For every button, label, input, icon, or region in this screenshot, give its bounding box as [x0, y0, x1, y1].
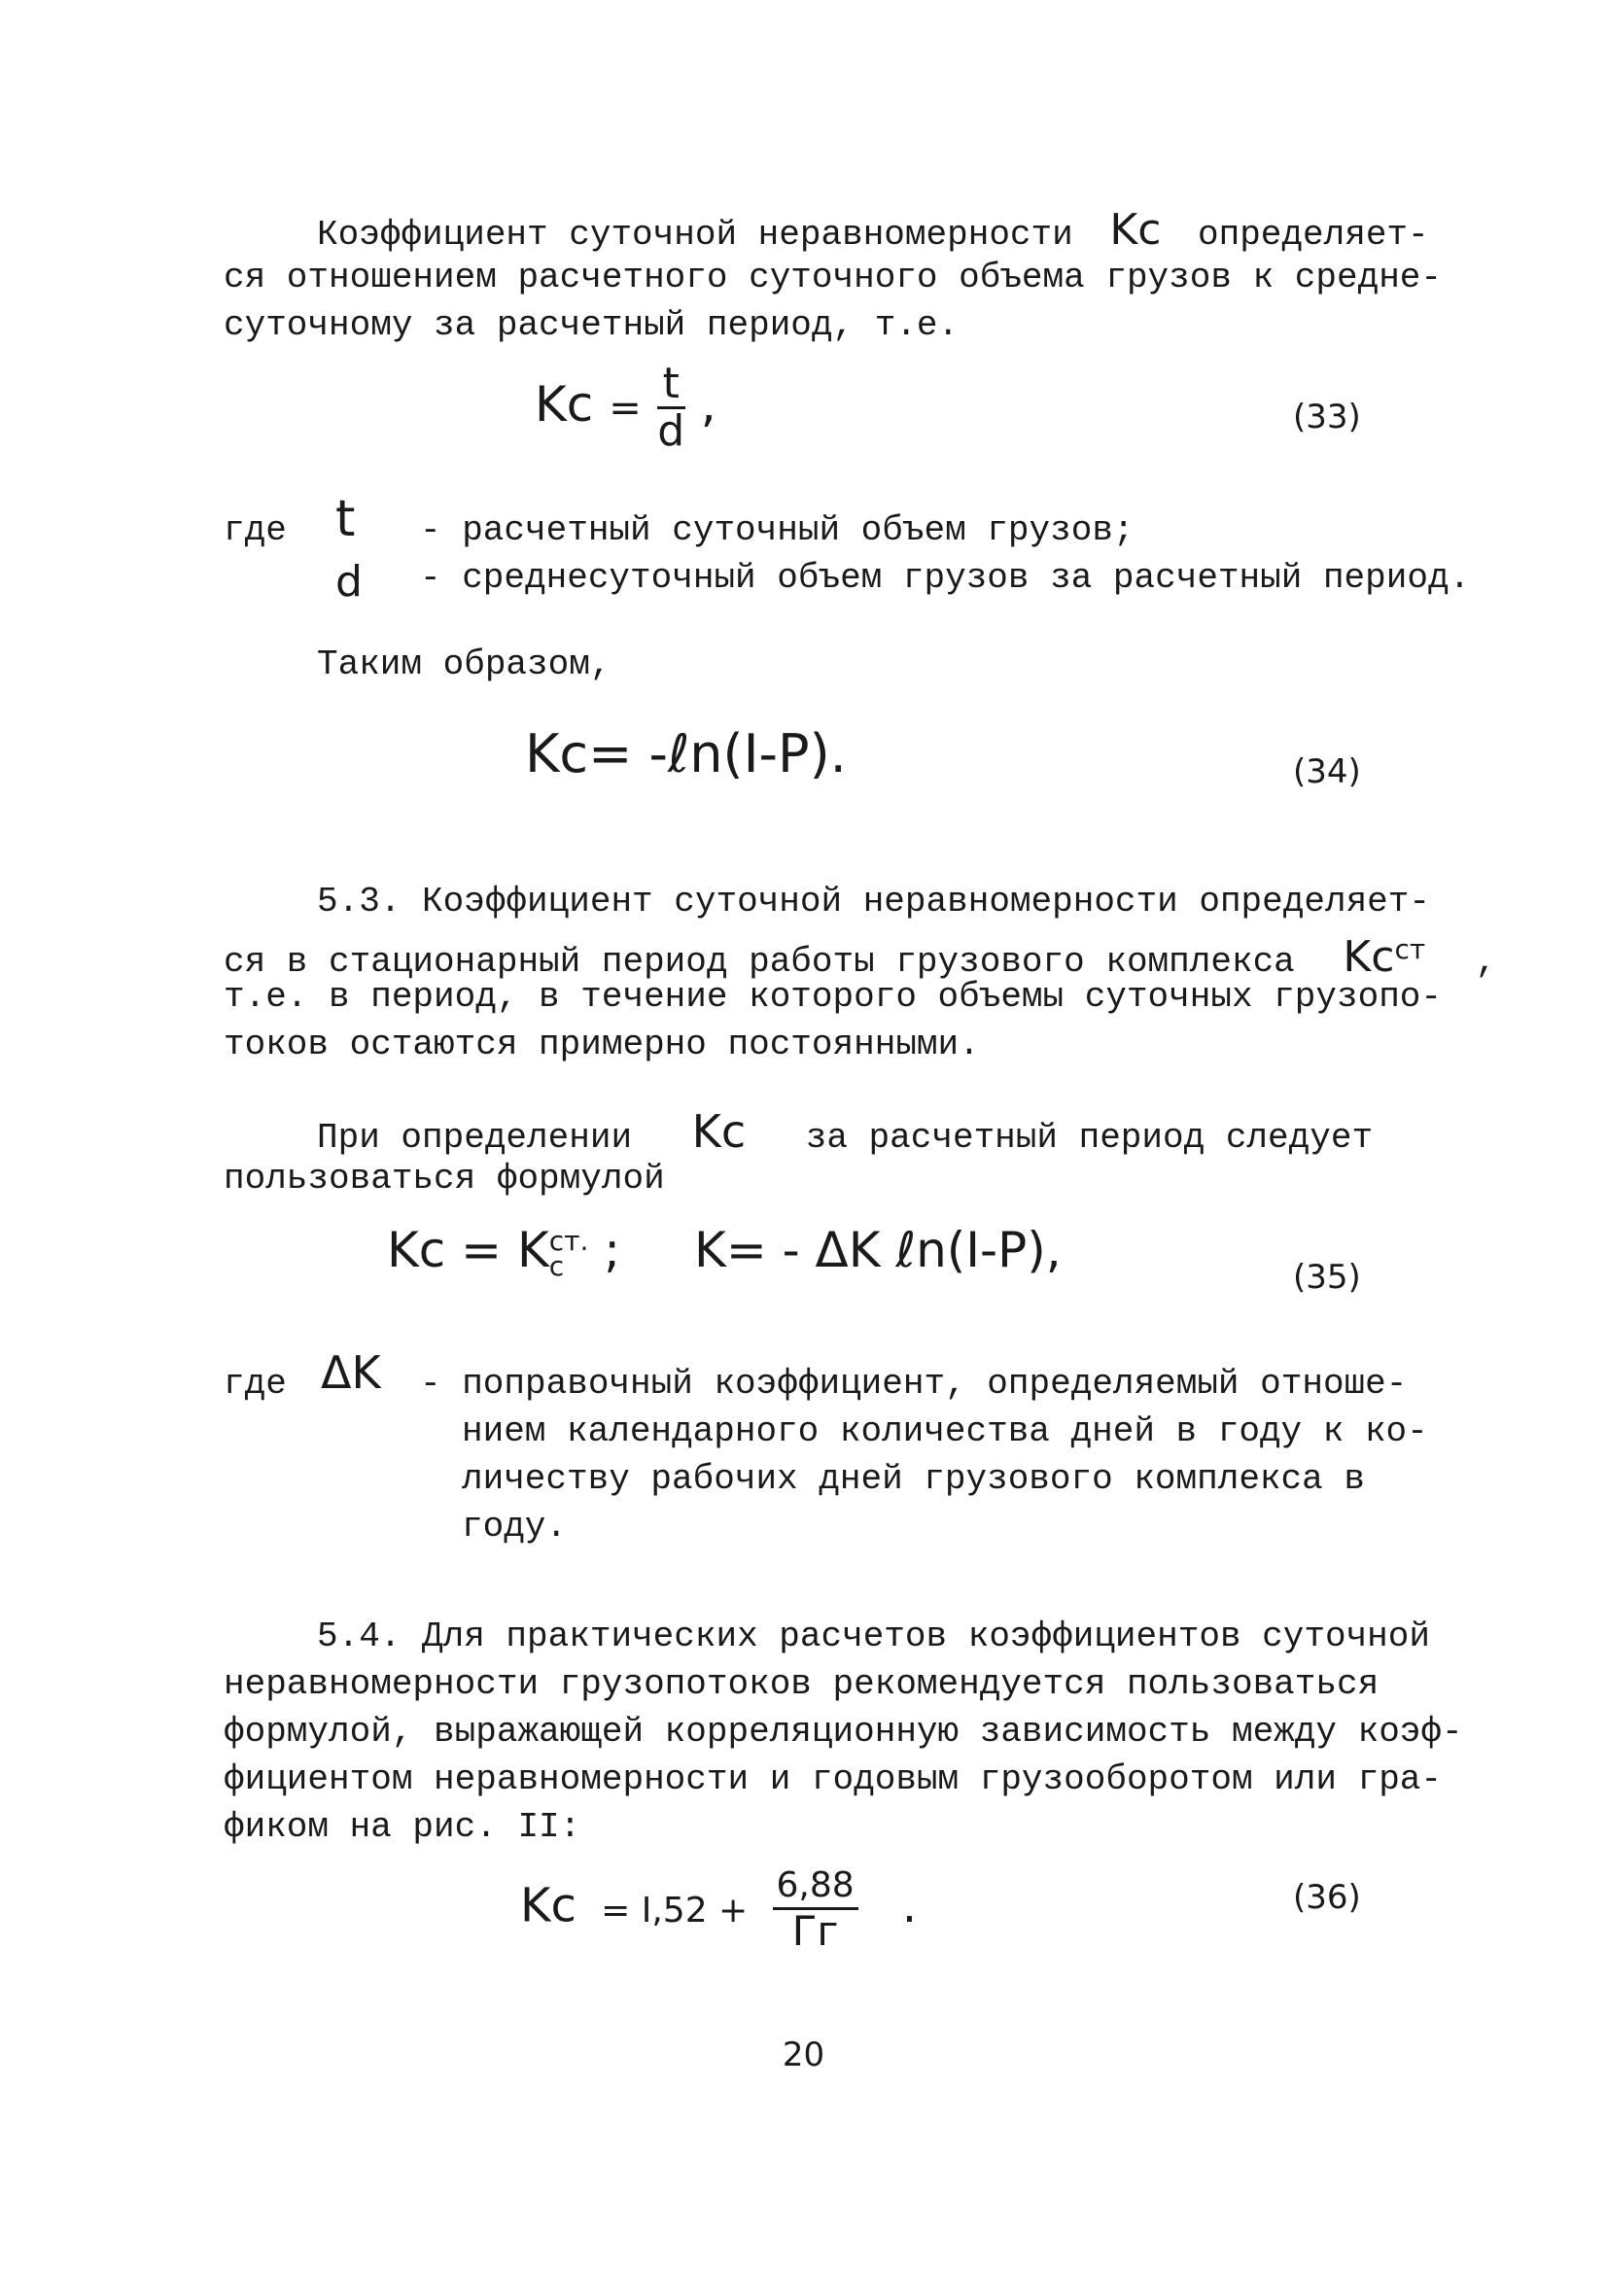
text: При определении: [317, 1118, 633, 1158]
paragraph-54-line-5: фиком на рис. II:: [224, 1807, 581, 1847]
text: ся в стационарный период работы грузового комплекса: [224, 942, 1295, 982]
paragraph-53-line-3: т.е. в период, в течение которого объемы суточных грузопо-: [224, 977, 1443, 1017]
symbol-t: t: [335, 490, 356, 548]
symbol-kc: Kc: [691, 1105, 747, 1158]
symbol-kc: Kc: [1109, 205, 1162, 255]
equation-35-number: (35): [1293, 1258, 1361, 1297]
text: ,: [1475, 942, 1497, 982]
where-2-line-3: личеству рабочих дней грузового комплекса в: [462, 1459, 1365, 1499]
equation-33-number: (33): [1293, 398, 1361, 436]
symbol-d: d: [335, 557, 363, 607]
where-2-line-2: нием календарного количества дней в году к ко-: [462, 1411, 1428, 1451]
eq-part-c: K= - ΔK ℓn(I-P),: [694, 1222, 1062, 1278]
paragraph-1-line-3: суточному за расчетный период, т.е.: [224, 305, 960, 345]
denominator: d: [657, 406, 685, 456]
eq-lhs: Kc: [535, 376, 594, 433]
subscript: c: [548, 1249, 565, 1282]
fraction: [657, 359, 685, 456]
eq-part-a: Kc = K: [387, 1222, 549, 1278]
text: за расчетный период следует: [805, 1118, 1374, 1158]
where-desc-t: - расчетный суточный объем грузов;: [420, 510, 1135, 550]
eq-sign: =: [609, 386, 642, 431]
equation-34-number: (34): [1293, 752, 1361, 791]
equation-36-number: (36): [1293, 1878, 1361, 1917]
sub-sup: [548, 1224, 589, 1282]
equation-35: [387, 1222, 1062, 1282]
where-2-line-4: году.: [462, 1507, 568, 1547]
paragraph-1-line-1: [317, 207, 1429, 259]
paragraph-54-line-3: формулой, выражающей корреляционную зависимость между коэф-: [224, 1712, 1463, 1752]
numerator: t: [657, 362, 685, 409]
superscript: ст: [1394, 933, 1426, 965]
equation-36: [520, 1864, 917, 1953]
eq-lhs: Kc: [520, 1878, 576, 1933]
eq-sep: ;: [604, 1222, 621, 1278]
equation-34: Kc= -ℓn(I-P).: [525, 723, 847, 784]
paragraph-54-line-1: 5.4. Для практических расчетов коэффициентов суточной: [317, 1617, 1430, 1656]
paragraph-pri-line-1: [317, 1105, 1374, 1162]
paragraph-54-line-2: неравномерности грузопотоков рекомендуется пользоваться: [224, 1664, 1380, 1704]
superscript: ст.: [548, 1224, 589, 1257]
where-desc-d: - среднесуточный объем грузов за расчетный период.: [420, 558, 1471, 598]
eq-rhs-const: = I,52 +: [601, 1890, 749, 1931]
paragraph-53-line-4: токов остаются примерно постоянными.: [224, 1025, 980, 1064]
where-2-line-1: - поправочный коэффициент, определяемый отноше-: [420, 1364, 1408, 1404]
eq-tail: ,: [700, 376, 716, 433]
numerator: 6,88: [773, 1864, 858, 1910]
text: Коэффициент суточной неравномерности: [317, 215, 1073, 255]
symbol-kc-st: Kc: [1343, 932, 1395, 982]
thus-line: Таким образом,: [317, 644, 611, 684]
paragraph-53-line-1: 5.3. Коэффициент суточной неравномерности определяет-: [317, 882, 1430, 922]
paragraph-54-line-4: фициентом неравномерности и годовым грузооборотом или гра-: [224, 1759, 1443, 1799]
where-label-1: где: [224, 510, 287, 550]
fraction: [773, 1864, 858, 1953]
eq-tail: .: [901, 1878, 918, 1933]
symbol-delta-k: ΔK: [321, 1346, 381, 1399]
page-number: 20: [782, 2035, 825, 2074]
denominator: Гг: [791, 1907, 839, 1955]
paragraph-1-line-2: ся отношением расчетного суточного объема грузов к средне-: [224, 258, 1443, 297]
where-label-2: где: [224, 1364, 287, 1404]
text: определяет-: [1198, 215, 1429, 255]
paragraph-pri-line-2: пользоваться формулой: [224, 1159, 665, 1199]
equation-33: [535, 359, 716, 456]
